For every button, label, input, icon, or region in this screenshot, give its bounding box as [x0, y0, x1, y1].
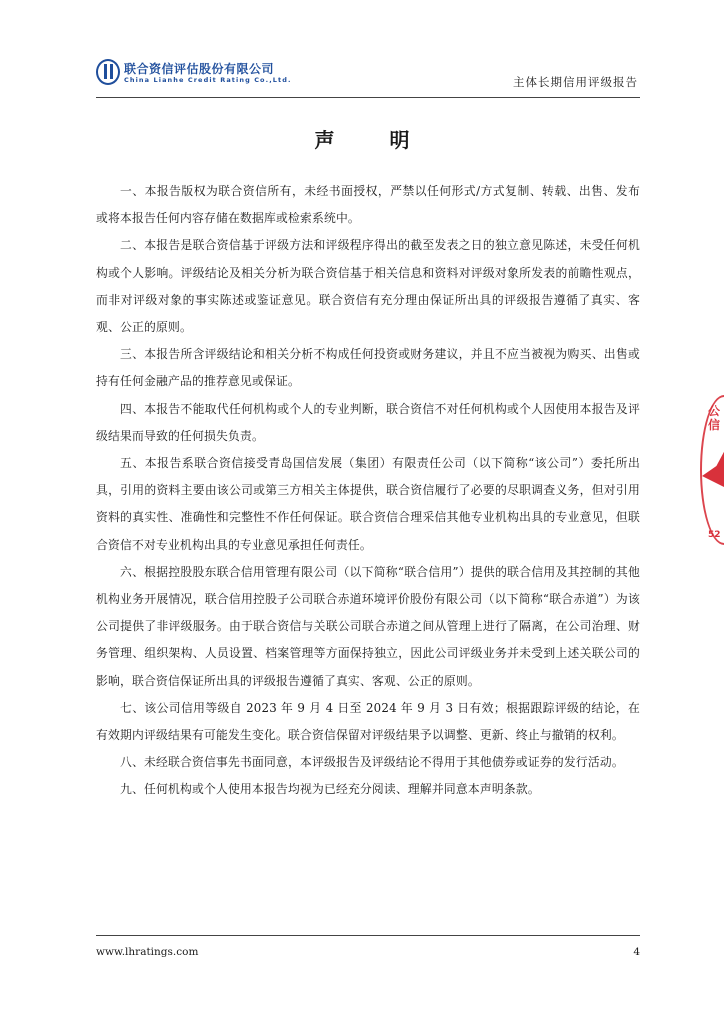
statement-paragraph-2: 二、本报告是联合资信基于评级方法和评级程序得出的截至发表之日的独立意见陈述，未受任何机构或个人影响。评级结论及相关分析为联合资信基于相关信息和资料对评级对象所发表的前瞻性观点，而非对评级对象的事实陈述或鉴证意见。联合资信有充分理由保证所出具的评级报告遵循了真实、客观、公正的原则。: [96, 238, 640, 335]
page-title: 声 明: [314, 128, 434, 152]
statement-paragraph-6: 六、根据控股股东联合信用管理有限公司（以下简称“联合信用”）提供的联合信用及其控制的其他机构业务开展情况，联合信用控股子公司联合赤道环境评价股份有限公司（以下简称“联合赤道”）为该公司提供了非评级服务。由于联合资信与关联公司联合赤道之间从管理上进行了隔离，在公司治理、财务管理、组织架构、人员设置、档案管理等方面保持独立，因此公司评级业务并未受到上述关联公司的影响，联合资信保证所出具的评级报告遵循了真实、客观、公正的原则。: [96, 564, 640, 688]
statement-paragraph-9: 九、任何机构或个人使用本报告均视为已经充分阅读、理解并同意本声明条款。: [120, 782, 540, 797]
website-link[interactable]: www.lhratings.com: [96, 946, 199, 958]
seal-number: 52: [708, 530, 721, 540]
report-type-label: 主体长期信用评级报告: [513, 75, 638, 89]
statement-paragraph-8: 八、未经联合资信事先书面同意，本评级报告及评级结论不得用于其他债券或证券的发行活动。: [120, 755, 624, 770]
lianhe-logo-icon: [96, 59, 120, 85]
statement-paragraph-7: 七、该公司信用等级自 2023 年 9 月 4 日至 2024 年 9 月 3 日有效；根据跟踪评级的结论，在有效期内评级结果有可能发生变化。联合资信保留对评级结果予以调整、更新、终止与撤销的权利。: [96, 700, 640, 743]
logo-english-name: China Lianhe Credit Rating Co.,Ltd.: [124, 76, 292, 84]
statement-paragraph-4: 四、本报告不能取代任何机构或个人的专业判断，联合资信不对任何机构或个人因使用本报告及评级结果而导致的任何损失负责。: [96, 401, 640, 443]
page-number: 4: [633, 946, 640, 958]
footer-divider: [96, 935, 640, 936]
statement-body: [96, 178, 640, 804]
logo-chinese-name: 联合资信评估股份有限公司: [124, 62, 275, 76]
statement-paragraph-3: 三、本报告所含评级结论和相关分析不构成任何投资或财务建议，并且不应当被视为购买、出售或持有任何金融产品的推荐意见或保证。: [96, 347, 640, 389]
seal-text: 公 信: [708, 404, 721, 432]
statement-paragraph-5: 五、本报告系联合资信接受青岛国信发展（集团）有限责任公司（以下简称“该公司”）委托所出具，引用的资料主要由该公司或第三方相关主体提供，联合资信履行了必要的尽职调查义务，但对引用资料的真实性、准确性和完整性不作任何保证。联合资信合理采信其他专业机构出具的专业意见，但联合资信不对专业机构出具的专业意见承担任何责任。: [96, 456, 640, 552]
company-logo: [96, 59, 292, 91]
page-header: [96, 57, 640, 97]
statement-paragraph-1: 一、本报告版权为联合资信所有，未经书面授权，严禁以任何形式/方式复制、转载、出售、发布或将本报告任何内容存储在数据库或检索系统中。: [96, 184, 640, 226]
header-divider: [96, 97, 640, 98]
